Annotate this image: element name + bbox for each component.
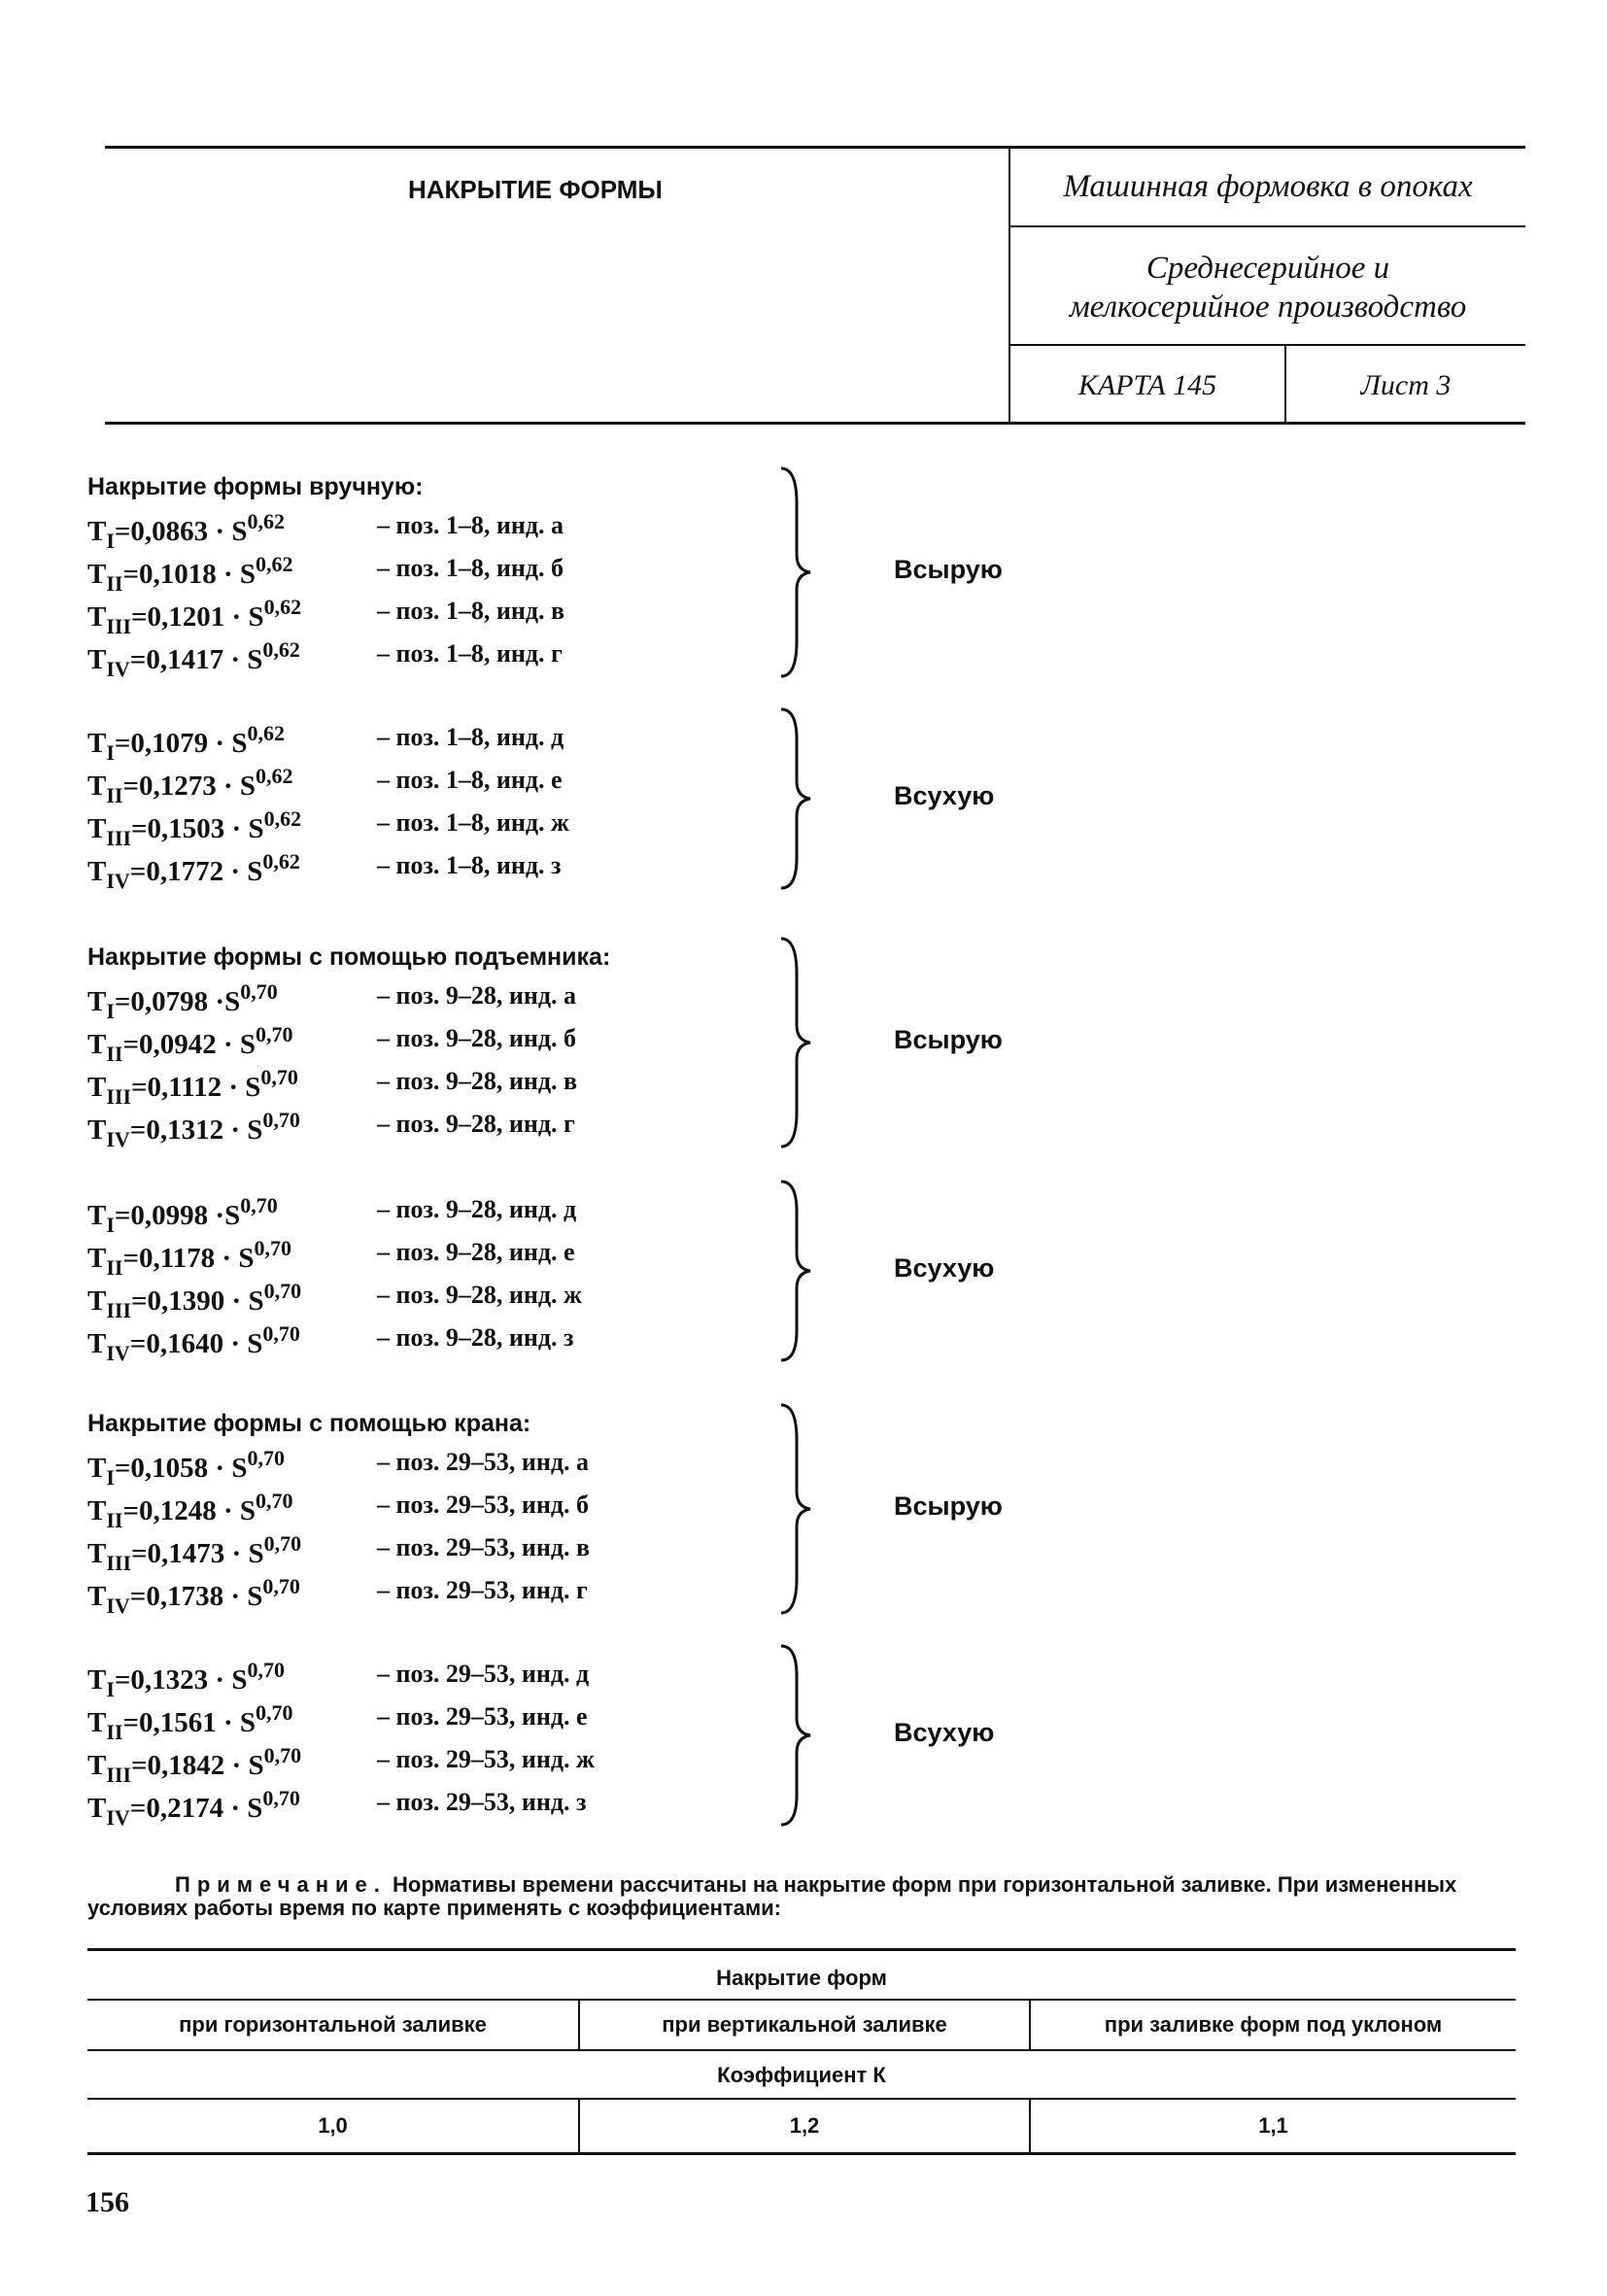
formula-symbol: T xyxy=(87,986,107,1017)
formula-position: – поз. 1–8, инд. з xyxy=(377,851,562,879)
formula-value: =0,1417 · S xyxy=(129,644,263,675)
formula-category: I xyxy=(106,1465,115,1490)
formula-value: =0,1561 · S xyxy=(122,1707,256,1738)
formula-position: – поз. 9–28, инд. ж xyxy=(377,1281,582,1309)
formula-exponent: 0,62 xyxy=(263,595,302,619)
formula-symbol: T xyxy=(87,516,107,547)
formula-exponent: 0,62 xyxy=(263,806,302,831)
formula-exponent: 0,70 xyxy=(263,1279,302,1303)
formula-value: =0,1473 · S xyxy=(131,1538,264,1569)
header-method: Машинная формовка в опоках xyxy=(1063,169,1473,204)
formula-exponent: 0,62 xyxy=(256,764,293,788)
formula-value: =0,1112 · S xyxy=(131,1072,261,1103)
formula-category: IV xyxy=(106,869,130,893)
formula-category: II xyxy=(106,1255,123,1280)
formula-symbol: T xyxy=(87,1495,107,1526)
formula-symbol: T xyxy=(87,1707,107,1738)
formula-position: – поз. 29–53, инд. в xyxy=(377,1533,591,1561)
formula xyxy=(87,849,300,894)
formula-value: =0,0942 · S xyxy=(122,1029,256,1060)
formula-symbol: T xyxy=(87,856,107,887)
table-col-incline: при заливке форм под уклоном xyxy=(1104,2012,1443,2037)
formula-exponent: 0,70 xyxy=(263,1531,302,1556)
right-brace-icon xyxy=(777,1403,816,1615)
formula-value: =0,1640 · S xyxy=(129,1328,263,1359)
group-condition: Всырую xyxy=(894,555,1003,584)
formula-category: III xyxy=(106,1551,132,1575)
formula-symbol: T xyxy=(87,1664,107,1696)
formula-category: IV xyxy=(106,1127,130,1151)
header-rule-2 xyxy=(1010,344,1525,346)
table-col-divider-4 xyxy=(1029,2098,1031,2152)
formula-exponent: 0,70 xyxy=(247,1446,285,1470)
group-condition: Всухую xyxy=(894,1253,995,1283)
formula-row xyxy=(87,589,1059,638)
formula-category: II xyxy=(106,1042,123,1066)
formula-position: – поз. 1–8, инд. ж xyxy=(377,808,569,837)
formula-value: =0,1079 · S xyxy=(114,728,248,759)
formula-exponent: 0,70 xyxy=(254,1236,291,1260)
table-col-horizontal: при горизонтальной заливке xyxy=(179,2012,487,2037)
formula-row xyxy=(87,1316,1059,1365)
header-bottom-rule xyxy=(105,422,1525,425)
formula-position: – поз. 1–8, инд. а xyxy=(377,511,564,539)
formula-category: II xyxy=(106,1508,123,1532)
table-value-vertical: 1,2 xyxy=(789,2113,820,2138)
formula-exponent: 0,70 xyxy=(256,1700,293,1725)
note xyxy=(87,1873,1516,1920)
group-label: Накрытие формы вручную: xyxy=(87,473,424,500)
table-subheader: Коэффициент К xyxy=(717,2063,886,2087)
table-col-divider-1 xyxy=(578,1999,580,2049)
group-condition: Всухую xyxy=(894,1718,995,1747)
formula-value: =0,1772 · S xyxy=(129,856,263,887)
formula-row xyxy=(87,1525,1059,1575)
table-value-incline: 1,1 xyxy=(1258,2113,1288,2138)
formula-value: =0,1201 · S xyxy=(131,601,264,633)
formula-value: =0,1842 · S xyxy=(131,1750,264,1781)
formula-category: IV xyxy=(106,1805,130,1830)
formula-exponent: 0,70 xyxy=(262,1786,300,1810)
formula-category: III xyxy=(106,614,132,638)
table-col-vertical: при вертикальной заливке xyxy=(662,2012,947,2037)
formula-symbol: T xyxy=(87,644,107,675)
formula-position: – поз. 29–53, инд. ж xyxy=(377,1745,595,1773)
note-lead: Примечание. xyxy=(175,1872,387,1897)
formula-position: – поз. 1–8, инд. г xyxy=(377,639,563,668)
formula-value: =0,0798 ·S xyxy=(114,986,241,1017)
formula-category: I xyxy=(106,529,115,553)
formula-category: I xyxy=(106,740,115,765)
formula-exponent: 0,70 xyxy=(262,1321,300,1346)
formula-row xyxy=(87,974,1059,1023)
formula-exponent: 0,62 xyxy=(256,552,293,576)
table-col-divider-3 xyxy=(578,2098,580,2152)
formula-symbol: T xyxy=(87,559,107,590)
formula-position: – поз. 29–53, инд. д xyxy=(377,1660,590,1688)
formula-symbol: T xyxy=(87,813,107,844)
formula-row xyxy=(87,632,1059,681)
formula-symbol: T xyxy=(87,1538,107,1569)
formula-category: IV xyxy=(106,1593,130,1618)
formula-category: II xyxy=(106,571,123,596)
formula-symbol: T xyxy=(87,601,107,633)
formula-category: III xyxy=(106,1084,132,1109)
formula-exponent: 0,62 xyxy=(247,509,285,533)
formula-symbol: T xyxy=(87,1750,107,1781)
formula-position: – поз. 9–28, инд. в xyxy=(377,1067,578,1095)
formula-position: – поз. 9–28, инд. е xyxy=(377,1238,575,1266)
formula-row xyxy=(87,1187,1059,1237)
formula-exponent: 0,70 xyxy=(247,1658,285,1682)
formula-symbol: T xyxy=(87,1328,107,1359)
table-rule-top xyxy=(87,1948,1516,1951)
formula-symbol: T xyxy=(87,1072,107,1103)
formula-row xyxy=(87,715,1059,765)
formula-row xyxy=(87,1102,1059,1151)
header-top-rule xyxy=(105,146,1525,149)
formula-position: – поз. 1–8, инд. д xyxy=(377,723,564,751)
formula-category: I xyxy=(106,999,115,1023)
note-text: Нормативы времени рассчитаны на накрытие форм при горизонтальной заливке. При измененных условиях работы время по карте применять с коэффициентами: xyxy=(87,1872,1457,1920)
header-production-line2: мелкосерийное производство xyxy=(1069,290,1467,325)
table-rule-3 xyxy=(87,2049,1516,2051)
formula-row xyxy=(87,1059,1059,1109)
formula-category: I xyxy=(106,1677,115,1701)
group-condition: Всухую xyxy=(894,781,995,810)
right-brace-icon xyxy=(777,707,816,890)
formula-category: IV xyxy=(106,1341,130,1365)
formula-exponent: 0,70 xyxy=(256,1022,293,1046)
formula-position: – поз. 1–8, инд. в xyxy=(377,597,565,625)
formula-exponent: 0,62 xyxy=(247,721,285,745)
formula-exponent: 0,62 xyxy=(262,849,300,874)
right-brace-icon xyxy=(777,1180,816,1362)
formula-exponent: 0,70 xyxy=(263,1743,302,1767)
formula-row xyxy=(87,1568,1059,1618)
header-rule-1 xyxy=(1010,225,1525,227)
group-condition: Всырую xyxy=(894,1025,1003,1054)
formula-exponent: 0,70 xyxy=(240,1193,278,1217)
formula xyxy=(87,1321,300,1366)
formula-category: III xyxy=(106,1298,132,1322)
formula-exponent: 0,70 xyxy=(240,979,278,1004)
formula-row xyxy=(87,503,1059,553)
formula-value: =0,1273 · S xyxy=(122,771,256,802)
formula-category: II xyxy=(106,783,123,807)
formula-value: =0,0863 · S xyxy=(114,516,248,547)
group-label: Накрытие формы с помощью крана: xyxy=(87,1410,531,1437)
formula-category: III xyxy=(106,1763,132,1787)
header-card: КАРТА 145 xyxy=(1077,369,1217,401)
formula-symbol: T xyxy=(87,1243,107,1274)
table-value-horizontal: 1,0 xyxy=(318,2113,348,2138)
right-brace-icon xyxy=(777,937,816,1148)
formula-position: – поз. 29–53, инд. з xyxy=(377,1788,587,1816)
formula-position: – поз. 9–28, инд. з xyxy=(377,1323,574,1352)
formula-exponent: 0,70 xyxy=(262,1574,300,1598)
table-rule-bottom xyxy=(87,2152,1516,2155)
formula-symbol: T xyxy=(87,1114,107,1146)
formula-value: =0,1503 · S xyxy=(131,813,264,844)
formula-symbol: T xyxy=(87,1453,107,1484)
formula-value: =0,1312 · S xyxy=(129,1114,263,1146)
formula-category: III xyxy=(106,826,132,850)
formula xyxy=(87,1786,300,1831)
table-rule-2 xyxy=(87,1999,1516,2001)
right-brace-icon xyxy=(777,1644,816,1827)
formula-value: =0,1738 · S xyxy=(129,1581,263,1612)
group-label: Накрытие формы с помощью подъемника: xyxy=(87,943,611,971)
table-rule-4 xyxy=(87,2098,1516,2100)
group-condition: Всырую xyxy=(894,1491,1003,1521)
formula-exponent: 0,70 xyxy=(260,1065,298,1089)
formula-value: =0,1248 · S xyxy=(122,1495,256,1526)
formula-value: =0,1018 · S xyxy=(122,559,256,590)
table-group-header: Накрытие форм xyxy=(716,1966,887,1990)
formula-value: =0,1058 · S xyxy=(114,1453,248,1484)
formula-symbol: T xyxy=(87,1029,107,1060)
formula-position: – поз. 29–53, инд. г xyxy=(377,1576,588,1604)
formula-row xyxy=(87,1440,1059,1490)
formula-row xyxy=(87,1780,1059,1830)
formula-symbol: T xyxy=(87,1793,107,1824)
formula-exponent: 0,70 xyxy=(256,1489,293,1513)
formula-exponent: 0,62 xyxy=(262,637,300,662)
formula-value: =0,2174 · S xyxy=(129,1793,263,1824)
formula-exponent: 0,70 xyxy=(262,1108,300,1132)
formula xyxy=(87,1108,300,1152)
formula-row xyxy=(87,1652,1059,1701)
formula-value: =0,0998 ·S xyxy=(114,1200,241,1231)
formula xyxy=(87,1574,300,1619)
right-brace-icon xyxy=(777,466,816,678)
formula-position: – поз. 29–53, инд. а xyxy=(377,1448,590,1476)
formula-position: – поз. 29–53, инд. б xyxy=(377,1491,590,1519)
formula-position: – поз. 9–28, инд. б xyxy=(377,1024,577,1052)
formula xyxy=(87,637,300,682)
formula-symbol: T xyxy=(87,1581,107,1612)
formula-symbol: T xyxy=(87,1200,107,1231)
header-sheet: Лист 3 xyxy=(1360,369,1452,401)
page-number: 156 xyxy=(85,2186,129,2218)
formula-value: =0,1178 · S xyxy=(122,1243,255,1274)
formula-position: – поз. 9–28, инд. г xyxy=(377,1110,575,1138)
formula-position: – поз. 1–8, инд. е xyxy=(377,766,563,794)
header-production-line1: Среднесерийное и xyxy=(1145,251,1390,286)
formula-position: – поз. 9–28, инд. д xyxy=(377,1195,577,1223)
formula-category: II xyxy=(106,1720,123,1744)
formula-row xyxy=(87,843,1059,893)
formula-position: – поз. 29–53, инд. е xyxy=(377,1702,588,1731)
formula-symbol: T xyxy=(87,728,107,759)
formula-symbol: T xyxy=(87,771,107,802)
formula-category: IV xyxy=(106,657,130,681)
formula-position: – поз. 1–8, инд. б xyxy=(377,554,564,582)
formula-value: =0,1323 · S xyxy=(114,1664,248,1696)
formula-symbol: T xyxy=(87,1285,107,1317)
table-col-divider-2 xyxy=(1029,1999,1031,2049)
formula-value: =0,1390 · S xyxy=(131,1285,264,1317)
formula-category: I xyxy=(106,1213,115,1237)
formula-position: – поз. 9–28, инд. а xyxy=(377,981,577,1010)
page-title: НАКРЫТИЕ ФОРМЫ xyxy=(408,175,663,204)
